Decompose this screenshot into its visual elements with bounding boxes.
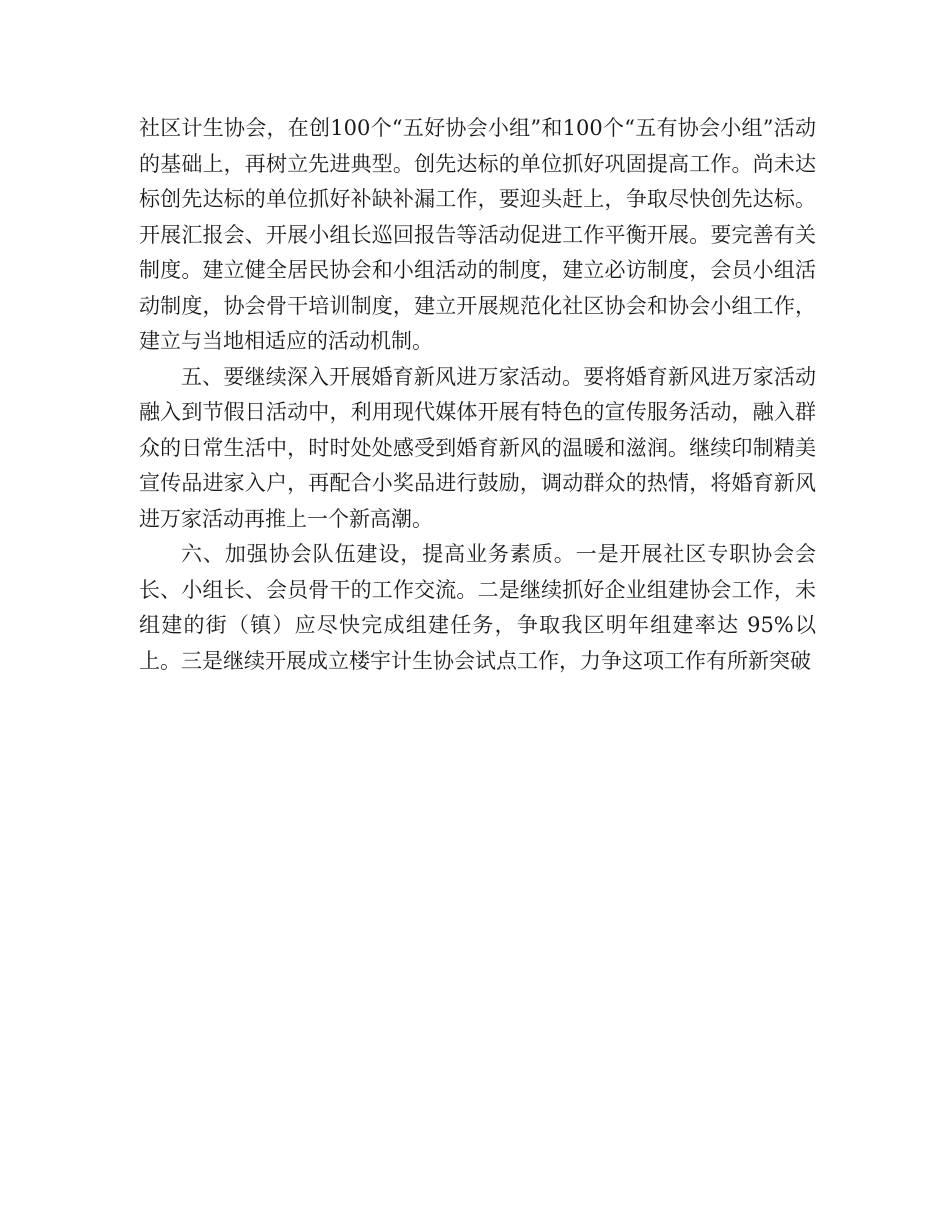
paragraph-section-six: 六、加强协会队伍建设，提高业务素质。一是开展社区专职协会会长、小组长、会员骨干的工作交流。二是继续抓好企业组建协会工作，未组建的街（镇）应尽快完成组建任务，争取我区明年组建率达 95%以上。三是继续开展成立楼宇计生协会试点工作，力争这项工作有所新突破 — [139, 542, 816, 673]
paragraph-community-association: 社区计生协会，在创100个“五好协会小组”和100个“五有协会小组”活动的基础上，再树立先进典型。创先达标的单位抓好巩固提高工作。尚未达标创先达标的单位抓好补缺补漏工作，要迎头赶上，争取尽快创先达标。开展汇报会、开展小组长巡回报告等活动促进工作平衡开展。要完善有关制度。建立健全居民协会和小组活动的制度，建立必访制度，会员小组活动制度，协会骨干培训制度，建立开展规范化社区协会和协会小组工作，建立与当地相适应的活动机制。 — [139, 116, 816, 353]
document-body — [139, 111, 816, 679]
paragraph-section-five: 五、要继续深入开展婚育新风进万家活动。要将婚育新风进万家活动融入到节假日活动中，利用现代媒体开展有特色的宣传服务活动，融入群众的日常生活中，时时处处感受到婚育新风的温暖和滋润。继续印制精美宣传品进家入户，再配合小奖品进行鼓励，调动群众的热情，将婚育新风进万家活动再推上一个新高潮。 — [139, 364, 816, 531]
